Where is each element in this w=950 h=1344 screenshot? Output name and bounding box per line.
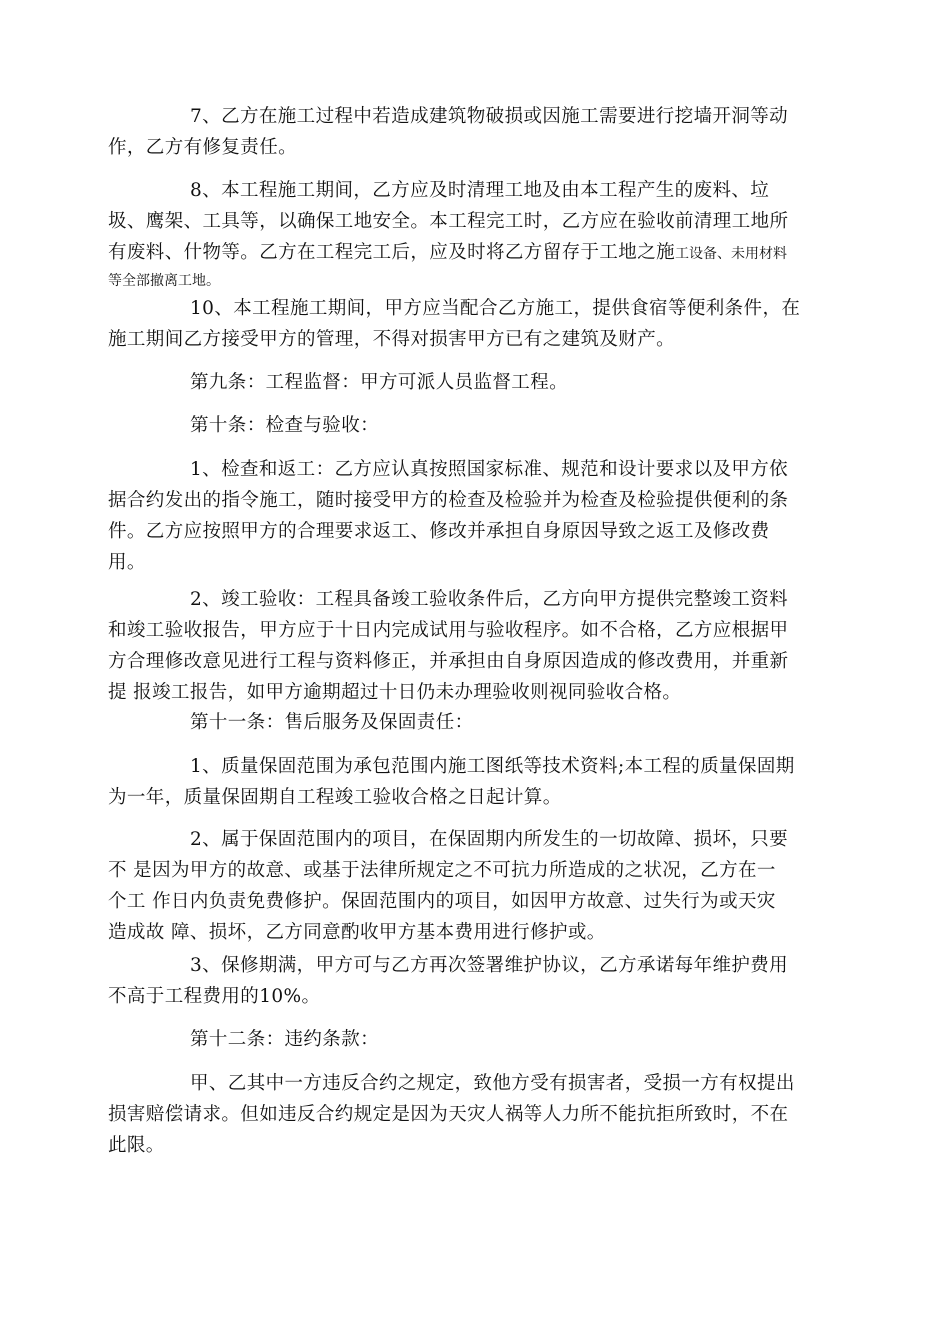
completion-acceptance-paragraph (108, 584, 848, 708)
maintenance-paragraph (108, 950, 848, 1012)
text-line: 造成故 障、损坏，乙方同意酌收甲方基本费用进行修护或。 (108, 922, 606, 943)
article-10-heading (108, 410, 848, 441)
text-line: 甲、乙其中一方违反合约之规定，致他方受有损害者，受损一方有权提出 (190, 1073, 795, 1094)
article-12-heading (108, 1024, 848, 1055)
text-line: 1、检查和返工：乙方应认真按照国家标准、规范和设计要求以及甲方依 (190, 459, 789, 480)
text-line: 施工期间乙方接受甲方的管理，不得对损害甲方已有之建筑及财产。 (108, 329, 676, 350)
warranty-scope-paragraph (108, 751, 848, 813)
clause-8-paragraph (108, 175, 848, 292)
text-line: 8、本工程施工期间，乙方应及时清理工地及由本工程产生的废料、垃 (190, 180, 770, 201)
text-line: 不 是因为甲方的故意、或基于法律所规定之不可抗力所造成的之状况，乙方在一 (108, 860, 776, 881)
text-line: 和竣工验收报告，甲方应于十日内完成试用与验收程序。如不合格，乙方应根据甲 (108, 620, 789, 641)
text-line (108, 237, 848, 270)
text-line: 据合约发出的指令施工，随时接受甲方的检查及检验并为检查及检验提供便利的条 (108, 490, 789, 511)
text-line: 第十二条：违约条款： (190, 1029, 380, 1050)
text-line: 1、质量保固范围为承包范围内施工图纸等技术资料;本工程的质量保固期 (190, 756, 795, 777)
text-line: 件。乙方应按照甲方的合理要求返工、修改并承担自身原因导致之返工及修改费 (108, 521, 770, 542)
text-line: 2、属于保固范围内的项目，在保固期内所发生的一切故障、损坏，只要 (190, 829, 789, 850)
small-text-line: 等全部撤离工地。 (108, 273, 220, 289)
article-11-heading (108, 707, 848, 738)
text-line: 3、保修期满，甲方可与乙方再次签署维护协议，乙方承诺每年维护费用 (190, 955, 789, 976)
text-segment: 有废料、什物等。乙方在工程完工后，应及时将乙方留存于工地之施 (108, 242, 676, 263)
text-line: 损害赔偿请求。但如违反合约规定是因为天灾人祸等人力所不能抗拒所致时，不在 (108, 1104, 789, 1125)
text-line: 第九条：工程监督：甲方可派人员监督工程。 (190, 372, 569, 393)
small-text-segment: 工设备、未用材料 (675, 246, 788, 262)
text-line: 用。 (108, 552, 146, 573)
text-line: 为一年，质量保固期自工程竣工验收合格之日起计算。 (108, 787, 562, 808)
breach-paragraph (108, 1068, 848, 1161)
text-line: 第十条：检查与验收： (190, 415, 380, 436)
text-line: 10、本工程施工期间，甲方应当配合乙方施工，提供食宿等便利条件，在 (190, 298, 801, 319)
text-line: 提 报竣工报告，如甲方逾期超过十日仍未办理验收则视同验收合格。 (108, 682, 682, 703)
inspection-paragraph (108, 454, 848, 578)
warranty-repair-paragraph (108, 824, 848, 948)
text-line: 方合理修改意见进行工程与资料修正，并承担由自身原因造成的修改费用，并重新 (108, 651, 789, 672)
text-line: 个工 作日内负责免费修护。保固范围内的项目，如因甲方故意、过失行为或天灾 (108, 891, 776, 912)
text-line: 此限。 (108, 1135, 165, 1156)
text-line: 第十一条：售后服务及保固责任： (190, 712, 474, 733)
text-line: 不高于工程费用的10%。 (108, 986, 321, 1007)
clause-7-paragraph (108, 101, 848, 163)
text-line: 圾、鹰架、工具等，以确保工地安全。本工程完工时，乙方应在验收前清理工地所 (108, 211, 789, 232)
text-line: 2、竣工验收：工程具备竣工验收条件后，乙方向甲方提供完整竣工资料 (190, 589, 789, 610)
text-line: 7、乙方在施工过程中若造成建筑物破损或因施工需要进行挖墙开洞等动 (190, 106, 789, 127)
clause-10-paragraph (108, 293, 848, 355)
article-9-heading (108, 367, 848, 398)
text-line: 作，乙方有修复责任。 (108, 137, 298, 158)
